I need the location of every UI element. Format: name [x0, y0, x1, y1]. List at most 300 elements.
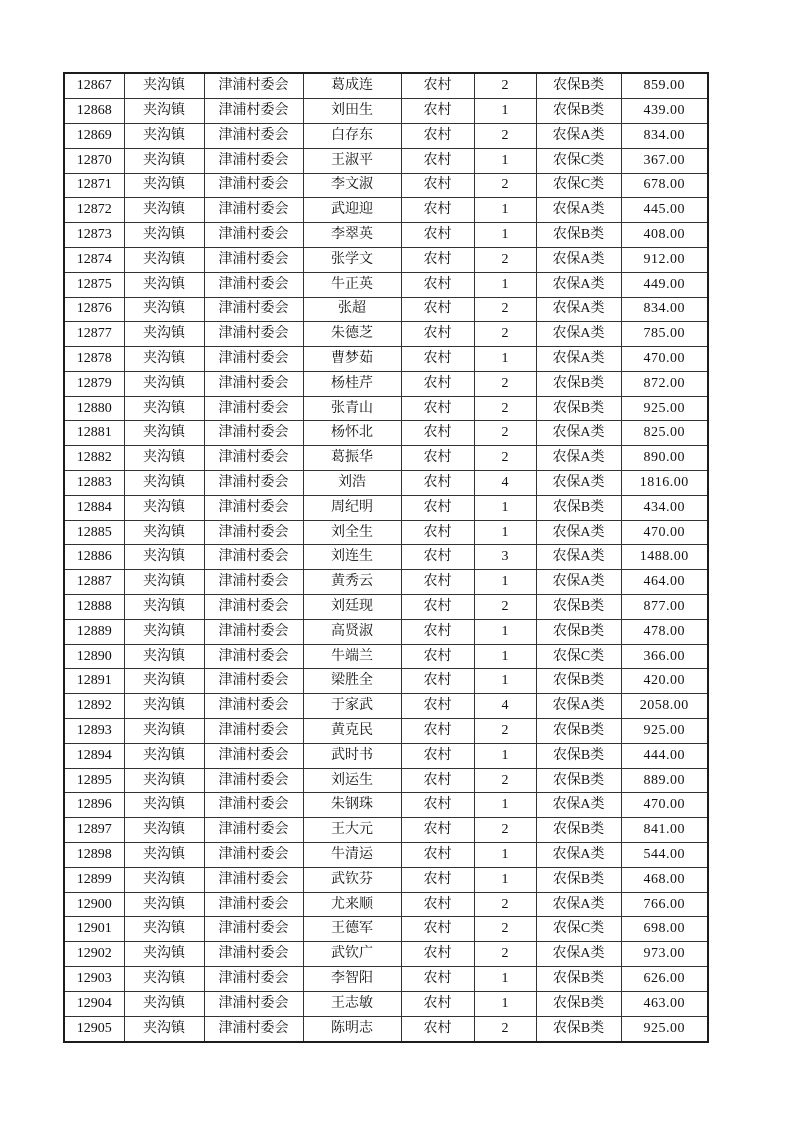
table-cell-count: 1 — [474, 793, 536, 818]
table-cell-village: 津浦村委会 — [204, 1016, 303, 1042]
table-cell-count: 1 — [474, 867, 536, 892]
table-cell-id: 12888 — [64, 595, 124, 620]
table-cell-town: 夹沟镇 — [124, 347, 204, 372]
table-cell-town: 夹沟镇 — [124, 99, 204, 124]
table-cell-name: 王大元 — [303, 818, 401, 843]
table-cell-village: 津浦村委会 — [204, 471, 303, 496]
table-cell-id: 12884 — [64, 495, 124, 520]
table-cell-insurance-type: 农保B类 — [536, 991, 621, 1016]
table-cell-area-type: 农村 — [401, 272, 474, 297]
table-cell-village: 津浦村委会 — [204, 272, 303, 297]
table-cell-name: 李翠英 — [303, 223, 401, 248]
table-cell-town: 夹沟镇 — [124, 297, 204, 322]
table-cell-id: 12870 — [64, 148, 124, 173]
table-cell-town: 夹沟镇 — [124, 942, 204, 967]
table-row — [64, 892, 708, 917]
table-cell-amount: 889.00 — [621, 768, 708, 793]
table-cell-id: 12871 — [64, 173, 124, 198]
table-cell-area-type: 农村 — [401, 843, 474, 868]
table-row — [64, 669, 708, 694]
table-cell-name: 刘浩 — [303, 471, 401, 496]
table-row — [64, 545, 708, 570]
table-cell-insurance-type: 农保A类 — [536, 942, 621, 967]
table-row — [64, 595, 708, 620]
table-cell-village: 津浦村委会 — [204, 818, 303, 843]
table-cell-village: 津浦村委会 — [204, 73, 303, 99]
table-cell-name: 周纪明 — [303, 495, 401, 520]
table-cell-count: 1 — [474, 570, 536, 595]
table-cell-name: 武时书 — [303, 743, 401, 768]
table-cell-count: 2 — [474, 396, 536, 421]
table-cell-amount: 912.00 — [621, 247, 708, 272]
records-table — [63, 72, 709, 1043]
table-cell-count: 1 — [474, 619, 536, 644]
table-cell-amount: 877.00 — [621, 595, 708, 620]
table-cell-village: 津浦村委会 — [204, 967, 303, 992]
table-cell-name: 刘廷现 — [303, 595, 401, 620]
table-cell-village: 津浦村委会 — [204, 570, 303, 595]
table-row — [64, 99, 708, 124]
table-cell-id: 12904 — [64, 991, 124, 1016]
table-cell-town: 夹沟镇 — [124, 867, 204, 892]
table-cell-amount: 859.00 — [621, 73, 708, 99]
table-cell-insurance-type: 农保B类 — [536, 967, 621, 992]
table-cell-id: 12892 — [64, 694, 124, 719]
table-cell-amount: 439.00 — [621, 99, 708, 124]
table-cell-insurance-type: 农保C类 — [536, 173, 621, 198]
table-cell-village: 津浦村委会 — [204, 173, 303, 198]
table-cell-count: 2 — [474, 322, 536, 347]
table-cell-area-type: 农村 — [401, 967, 474, 992]
table-row — [64, 619, 708, 644]
table-cell-name: 葛成连 — [303, 73, 401, 99]
table-cell-id: 12882 — [64, 446, 124, 471]
table-cell-id: 12897 — [64, 818, 124, 843]
table-cell-town: 夹沟镇 — [124, 818, 204, 843]
table-cell-name: 朱钢珠 — [303, 793, 401, 818]
table-cell-name: 武钦芬 — [303, 867, 401, 892]
table-cell-name: 张超 — [303, 297, 401, 322]
table-cell-town: 夹沟镇 — [124, 595, 204, 620]
table-cell-id: 12898 — [64, 843, 124, 868]
table-cell-area-type: 农村 — [401, 396, 474, 421]
table-cell-id: 12877 — [64, 322, 124, 347]
table-cell-name: 李智阳 — [303, 967, 401, 992]
table-row — [64, 272, 708, 297]
table-cell-count: 1 — [474, 347, 536, 372]
table-cell-count: 2 — [474, 942, 536, 967]
table-cell-insurance-type: 农保B类 — [536, 495, 621, 520]
table-cell-amount: 925.00 — [621, 396, 708, 421]
table-cell-insurance-type: 农保B类 — [536, 223, 621, 248]
table-cell-id: 12890 — [64, 644, 124, 669]
table-cell-insurance-type: 农保B类 — [536, 719, 621, 744]
table-cell-id: 12868 — [64, 99, 124, 124]
table-cell-id: 12869 — [64, 123, 124, 148]
table-cell-name: 朱德芝 — [303, 322, 401, 347]
table-cell-name: 曹梦茹 — [303, 347, 401, 372]
table-cell-town: 夹沟镇 — [124, 495, 204, 520]
table-cell-area-type: 农村 — [401, 942, 474, 967]
table-cell-insurance-type: 农保C类 — [536, 148, 621, 173]
table-cell-area-type: 农村 — [401, 892, 474, 917]
table-cell-village: 津浦村委会 — [204, 396, 303, 421]
table-row — [64, 1016, 708, 1042]
table-cell-village: 津浦村委会 — [204, 694, 303, 719]
table-cell-id: 12878 — [64, 347, 124, 372]
table-cell-area-type: 农村 — [401, 719, 474, 744]
table-cell-town: 夹沟镇 — [124, 1016, 204, 1042]
table-row — [64, 247, 708, 272]
table-cell-id: 12885 — [64, 520, 124, 545]
table-cell-amount: 366.00 — [621, 644, 708, 669]
table-cell-count: 4 — [474, 471, 536, 496]
table-cell-insurance-type: 农保A类 — [536, 297, 621, 322]
table-cell-village: 津浦村委会 — [204, 917, 303, 942]
table-cell-amount: 890.00 — [621, 446, 708, 471]
table-cell-town: 夹沟镇 — [124, 247, 204, 272]
table-cell-village: 津浦村委会 — [204, 843, 303, 868]
table-cell-area-type: 农村 — [401, 793, 474, 818]
table-cell-name: 刘运生 — [303, 768, 401, 793]
table-row — [64, 495, 708, 520]
table-row — [64, 768, 708, 793]
table-cell-area-type: 农村 — [401, 595, 474, 620]
table-cell-area-type: 农村 — [401, 297, 474, 322]
table-cell-town: 夹沟镇 — [124, 123, 204, 148]
table-cell-count: 2 — [474, 247, 536, 272]
table-cell-id: 12881 — [64, 421, 124, 446]
table-row — [64, 793, 708, 818]
table-cell-amount: 470.00 — [621, 793, 708, 818]
table-cell-id: 12900 — [64, 892, 124, 917]
table-cell-area-type: 农村 — [401, 495, 474, 520]
table-cell-count: 2 — [474, 123, 536, 148]
table-cell-amount: 434.00 — [621, 495, 708, 520]
table-cell-count: 1 — [474, 198, 536, 223]
table-cell-amount: 2058.00 — [621, 694, 708, 719]
table-cell-town: 夹沟镇 — [124, 198, 204, 223]
table-cell-amount: 973.00 — [621, 942, 708, 967]
table-cell-name: 白存东 — [303, 123, 401, 148]
table-cell-area-type: 农村 — [401, 619, 474, 644]
table-cell-town: 夹沟镇 — [124, 644, 204, 669]
table-cell-area-type: 农村 — [401, 371, 474, 396]
table-cell-village: 津浦村委会 — [204, 942, 303, 967]
table-row — [64, 818, 708, 843]
table-row — [64, 123, 708, 148]
table-row — [64, 297, 708, 322]
table-cell-name: 黄克民 — [303, 719, 401, 744]
table-cell-insurance-type: 农保A类 — [536, 545, 621, 570]
table-cell-area-type: 农村 — [401, 991, 474, 1016]
table-cell-village: 津浦村委会 — [204, 669, 303, 694]
table-row — [64, 148, 708, 173]
table-cell-town: 夹沟镇 — [124, 148, 204, 173]
table-cell-area-type: 农村 — [401, 99, 474, 124]
table-cell-name: 李文淑 — [303, 173, 401, 198]
table-cell-town: 夹沟镇 — [124, 545, 204, 570]
table-cell-insurance-type: 农保A类 — [536, 892, 621, 917]
table-cell-area-type: 农村 — [401, 669, 474, 694]
table-cell-id: 12873 — [64, 223, 124, 248]
table-cell-count: 2 — [474, 73, 536, 99]
table-cell-town: 夹沟镇 — [124, 719, 204, 744]
table-cell-village: 津浦村委会 — [204, 347, 303, 372]
table-cell-insurance-type: 农保A类 — [536, 694, 621, 719]
table-cell-count: 2 — [474, 892, 536, 917]
table-cell-area-type: 农村 — [401, 644, 474, 669]
table-cell-name: 王淑平 — [303, 148, 401, 173]
table-cell-id: 12867 — [64, 73, 124, 99]
table-cell-area-type: 农村 — [401, 520, 474, 545]
table-cell-area-type: 农村 — [401, 867, 474, 892]
table-cell-name: 梁胜全 — [303, 669, 401, 694]
table-cell-amount: 925.00 — [621, 719, 708, 744]
table-cell-area-type: 农村 — [401, 322, 474, 347]
table-row — [64, 570, 708, 595]
table-cell-name: 刘全生 — [303, 520, 401, 545]
table-cell-insurance-type: 农保A类 — [536, 123, 621, 148]
table-cell-village: 津浦村委会 — [204, 247, 303, 272]
table-cell-town: 夹沟镇 — [124, 322, 204, 347]
table-cell-town: 夹沟镇 — [124, 520, 204, 545]
table-cell-insurance-type: 农保A类 — [536, 198, 621, 223]
table-cell-name: 王志敏 — [303, 991, 401, 1016]
table-row — [64, 867, 708, 892]
table-cell-count: 2 — [474, 421, 536, 446]
table-row — [64, 396, 708, 421]
table-cell-count: 2 — [474, 595, 536, 620]
table-cell-count: 2 — [474, 297, 536, 322]
table-cell-village: 津浦村委会 — [204, 297, 303, 322]
table-cell-amount: 470.00 — [621, 520, 708, 545]
table-cell-town: 夹沟镇 — [124, 967, 204, 992]
table-cell-count: 1 — [474, 991, 536, 1016]
table-cell-town: 夹沟镇 — [124, 694, 204, 719]
table-cell-village: 津浦村委会 — [204, 743, 303, 768]
table-cell-name: 武钦广 — [303, 942, 401, 967]
table-row — [64, 743, 708, 768]
table-cell-village: 津浦村委会 — [204, 644, 303, 669]
table-cell-area-type: 农村 — [401, 347, 474, 372]
table-cell-town: 夹沟镇 — [124, 793, 204, 818]
table-cell-id: 12901 — [64, 917, 124, 942]
table-row — [64, 843, 708, 868]
table-cell-town: 夹沟镇 — [124, 843, 204, 868]
table-cell-count: 1 — [474, 520, 536, 545]
table-cell-name: 王德军 — [303, 917, 401, 942]
table-cell-insurance-type: 农保C类 — [536, 917, 621, 942]
table-row — [64, 520, 708, 545]
table-cell-count: 2 — [474, 818, 536, 843]
table-cell-village: 津浦村委会 — [204, 421, 303, 446]
table-cell-name: 张学文 — [303, 247, 401, 272]
table-cell-count: 2 — [474, 917, 536, 942]
table-cell-village: 津浦村委会 — [204, 371, 303, 396]
table-cell-id: 12883 — [64, 471, 124, 496]
table-cell-amount: 449.00 — [621, 272, 708, 297]
table-row — [64, 347, 708, 372]
table-cell-name: 牛清运 — [303, 843, 401, 868]
table-cell-insurance-type: 农保B类 — [536, 619, 621, 644]
table-cell-amount: 841.00 — [621, 818, 708, 843]
table-cell-id: 12903 — [64, 967, 124, 992]
table-cell-area-type: 农村 — [401, 917, 474, 942]
table-cell-village: 津浦村委会 — [204, 595, 303, 620]
table-cell-area-type: 农村 — [401, 73, 474, 99]
table-cell-area-type: 农村 — [401, 570, 474, 595]
table-cell-id: 12894 — [64, 743, 124, 768]
table-cell-village: 津浦村委会 — [204, 619, 303, 644]
table-cell-village: 津浦村委会 — [204, 793, 303, 818]
table-cell-insurance-type: 农保A类 — [536, 421, 621, 446]
table-cell-village: 津浦村委会 — [204, 223, 303, 248]
table-cell-name: 刘田生 — [303, 99, 401, 124]
table-row — [64, 173, 708, 198]
table-cell-amount: 445.00 — [621, 198, 708, 223]
table-cell-village: 津浦村委会 — [204, 99, 303, 124]
table-cell-name: 葛振华 — [303, 446, 401, 471]
table-cell-name: 武迎迎 — [303, 198, 401, 223]
table-cell-count: 1 — [474, 967, 536, 992]
table-cell-amount: 825.00 — [621, 421, 708, 446]
table-cell-amount: 785.00 — [621, 322, 708, 347]
table-cell-id: 12880 — [64, 396, 124, 421]
table-cell-village: 津浦村委会 — [204, 198, 303, 223]
table-cell-town: 夹沟镇 — [124, 619, 204, 644]
table-cell-area-type: 农村 — [401, 694, 474, 719]
table-cell-insurance-type: 农保A类 — [536, 272, 621, 297]
table-cell-count: 1 — [474, 495, 536, 520]
records-table-body — [64, 73, 708, 1042]
table-cell-area-type: 农村 — [401, 123, 474, 148]
table-cell-village: 津浦村委会 — [204, 322, 303, 347]
table-cell-id: 12891 — [64, 669, 124, 694]
table-cell-insurance-type: 农保B类 — [536, 1016, 621, 1042]
table-cell-insurance-type: 农保B类 — [536, 595, 621, 620]
table-cell-amount: 766.00 — [621, 892, 708, 917]
table-cell-name: 黄秀云 — [303, 570, 401, 595]
table-cell-count: 2 — [474, 719, 536, 744]
table-cell-count: 1 — [474, 272, 536, 297]
table-cell-name: 刘连生 — [303, 545, 401, 570]
table-cell-amount: 626.00 — [621, 967, 708, 992]
table-cell-name: 于家武 — [303, 694, 401, 719]
table-cell-count: 2 — [474, 768, 536, 793]
table-cell-town: 夹沟镇 — [124, 223, 204, 248]
table-cell-amount: 872.00 — [621, 371, 708, 396]
table-row — [64, 198, 708, 223]
table-cell-area-type: 农村 — [401, 1016, 474, 1042]
table-cell-insurance-type: 农保B类 — [536, 818, 621, 843]
table-cell-count: 2 — [474, 371, 536, 396]
table-row — [64, 644, 708, 669]
table-cell-id: 12899 — [64, 867, 124, 892]
table-cell-area-type: 农村 — [401, 148, 474, 173]
table-cell-area-type: 农村 — [401, 173, 474, 198]
table-cell-amount: 478.00 — [621, 619, 708, 644]
table-cell-town: 夹沟镇 — [124, 991, 204, 1016]
table-row — [64, 223, 708, 248]
table-cell-insurance-type: 农保A类 — [536, 570, 621, 595]
table-cell-insurance-type: 农保B类 — [536, 73, 621, 99]
table-cell-count: 1 — [474, 743, 536, 768]
table-row — [64, 371, 708, 396]
table-cell-area-type: 农村 — [401, 818, 474, 843]
table-row — [64, 967, 708, 992]
table-cell-insurance-type: 农保A类 — [536, 247, 621, 272]
table-cell-count: 1 — [474, 99, 536, 124]
table-cell-count: 1 — [474, 669, 536, 694]
table-cell-id: 12887 — [64, 570, 124, 595]
table-cell-area-type: 农村 — [401, 247, 474, 272]
table-cell-count: 2 — [474, 446, 536, 471]
table-cell-village: 津浦村委会 — [204, 719, 303, 744]
table-cell-id: 12893 — [64, 719, 124, 744]
table-cell-village: 津浦村委会 — [204, 520, 303, 545]
table-cell-id: 12875 — [64, 272, 124, 297]
table-cell-insurance-type: 农保B类 — [536, 743, 621, 768]
table-cell-name: 杨桂芹 — [303, 371, 401, 396]
table-cell-insurance-type: 农保A类 — [536, 520, 621, 545]
table-cell-village: 津浦村委会 — [204, 123, 303, 148]
table-cell-name: 张青山 — [303, 396, 401, 421]
table-cell-id: 12879 — [64, 371, 124, 396]
table-cell-area-type: 农村 — [401, 198, 474, 223]
table-cell-count: 3 — [474, 545, 536, 570]
table-cell-insurance-type: 农保B类 — [536, 669, 621, 694]
table-row — [64, 471, 708, 496]
table-cell-amount: 367.00 — [621, 148, 708, 173]
table-cell-insurance-type: 农保B类 — [536, 99, 621, 124]
table-cell-village: 津浦村委会 — [204, 867, 303, 892]
table-cell-village: 津浦村委会 — [204, 148, 303, 173]
table-row — [64, 322, 708, 347]
table-cell-amount: 678.00 — [621, 173, 708, 198]
table-cell-insurance-type: 农保A类 — [536, 322, 621, 347]
table-cell-amount: 408.00 — [621, 223, 708, 248]
table-cell-amount: 464.00 — [621, 570, 708, 595]
table-cell-count: 2 — [474, 1016, 536, 1042]
table-cell-name: 陈明志 — [303, 1016, 401, 1042]
table-cell-amount: 1816.00 — [621, 471, 708, 496]
table-cell-amount: 698.00 — [621, 917, 708, 942]
table-row — [64, 694, 708, 719]
table-cell-area-type: 农村 — [401, 743, 474, 768]
table-cell-insurance-type: 农保B类 — [536, 371, 621, 396]
table-cell-amount: 420.00 — [621, 669, 708, 694]
table-cell-name: 牛正英 — [303, 272, 401, 297]
table-cell-town: 夹沟镇 — [124, 669, 204, 694]
table-cell-id: 12896 — [64, 793, 124, 818]
table-cell-amount: 834.00 — [621, 297, 708, 322]
table-cell-town: 夹沟镇 — [124, 73, 204, 99]
table-cell-village: 津浦村委会 — [204, 495, 303, 520]
table-cell-count: 1 — [474, 843, 536, 868]
table-cell-amount: 544.00 — [621, 843, 708, 868]
table-cell-id: 12902 — [64, 942, 124, 967]
table-cell-name: 尤来顺 — [303, 892, 401, 917]
table-cell-town: 夹沟镇 — [124, 421, 204, 446]
table-cell-name: 高贤淑 — [303, 619, 401, 644]
table-cell-id: 12886 — [64, 545, 124, 570]
table-cell-id: 12874 — [64, 247, 124, 272]
table-cell-amount: 468.00 — [621, 867, 708, 892]
table-row — [64, 991, 708, 1016]
table-cell-insurance-type: 农保B类 — [536, 867, 621, 892]
table-cell-id: 12876 — [64, 297, 124, 322]
